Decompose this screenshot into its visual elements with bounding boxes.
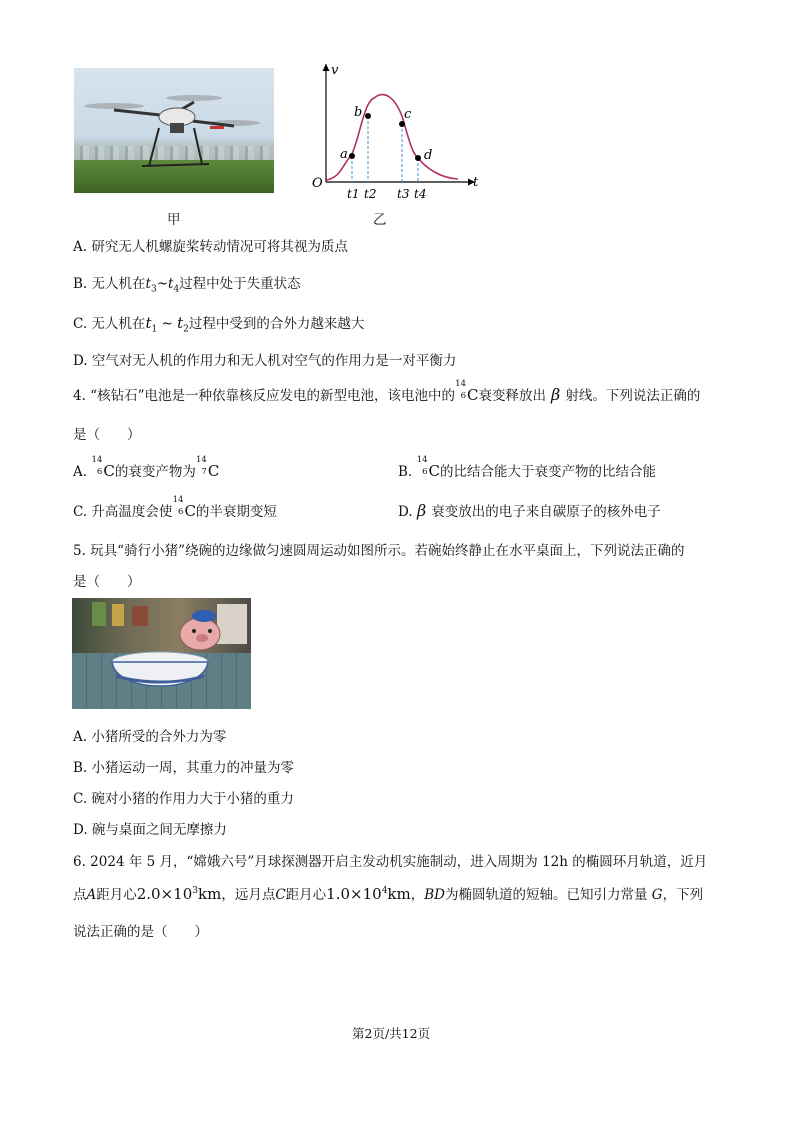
fig-yi-caption: 乙 <box>373 212 387 228</box>
origin-label: O <box>312 176 323 191</box>
q4-option-c: C. 升高温度会使 14 6 C的半衰期变短 <box>73 495 277 520</box>
tick-t2: t2 <box>364 187 377 201</box>
q3-option-a: A. 研究无人机螺旋桨转动情况可将其视为质点 <box>73 239 348 255</box>
q5-option-c: C. 碗对小猪的作用力大于小猪的重力 <box>73 791 294 807</box>
q6-line3: 说法正确的是（ ） <box>73 924 208 940</box>
q6-line1: 6. 2024 年 5 月，“嫦娥六号”月球探测器开启主发动机实施制动，进入周期为 12h 的椭圆环月轨道，近月 <box>73 854 708 870</box>
q5-stem-line2: 是（ ） <box>73 574 141 590</box>
q3-option-d: D. 空气对无人机的作用力和无人机对空气的作用力是一对平衡力 <box>73 353 457 369</box>
q5-option-a: A. 小猪所受的合外力为零 <box>73 729 227 745</box>
q3-option-b: B. 无人机在$t_3\sim t_4$过程中处于失重状态 <box>73 276 301 295</box>
point-b <box>365 113 371 119</box>
tick-t3: t3 <box>397 187 410 201</box>
t-axis-label: t <box>473 175 479 190</box>
page-footer: 第2页/共12页 <box>352 1026 431 1041</box>
q5-option-d: D. 碗与桌面之间无摩擦力 <box>73 822 227 838</box>
label-d: d <box>424 148 433 163</box>
point-a <box>349 153 355 159</box>
tick-t1: t1 <box>347 187 360 201</box>
tick-t4: t4 <box>414 187 427 201</box>
q4-option-d: D. β 衰变放出的电子来自碳原子的核外电子 <box>398 501 661 520</box>
q5-option-b: B. 小猪运动一周，其重力的冲量为零 <box>73 760 295 776</box>
q4-option-a: A. 14 6 C的衰变产物为 14 7 C <box>73 455 220 480</box>
drone-photo <box>74 68 274 193</box>
v-axis-label: v <box>331 63 339 78</box>
velocity-curve <box>326 95 458 180</box>
label-a: a <box>340 147 348 162</box>
bowl-photo <box>72 598 251 709</box>
point-d <box>415 155 421 161</box>
q6-line2: 点A距月心$2.0\times 10^3km$，远月点C距月心$1.0\times 10^4km$，BD为椭圆轨道的短轴。已知引力常量 G，下列 <box>73 885 704 903</box>
q4-option-b: B. 14 6 C的比结合能大于衰变产物的比结合能 <box>398 455 656 480</box>
velocity-time-graph <box>300 58 490 208</box>
label-b: b <box>354 105 363 120</box>
q4-stem-line1: 4. “核钻石”电池是一种依靠核反应发电的新型电池，该电池中的 14 6 C衰变释放出 β 射线。下列说法正确的 <box>73 379 701 404</box>
fig-jia-caption: 甲 <box>167 212 181 228</box>
q3-option-c: C. 无人机在$t_1$ ~ $t_2$过程中受到的合外力越来越大 <box>73 314 365 335</box>
label-c: c <box>404 107 412 122</box>
q4-stem-line2: 是（ ） <box>73 427 141 443</box>
q5-stem-line1: 5. 玩具“骑行小猪”绕碗的边缘做匀速圆周运动如图所示。若碗始终静止在水平桌面上，下列说法正确的 <box>73 543 685 559</box>
